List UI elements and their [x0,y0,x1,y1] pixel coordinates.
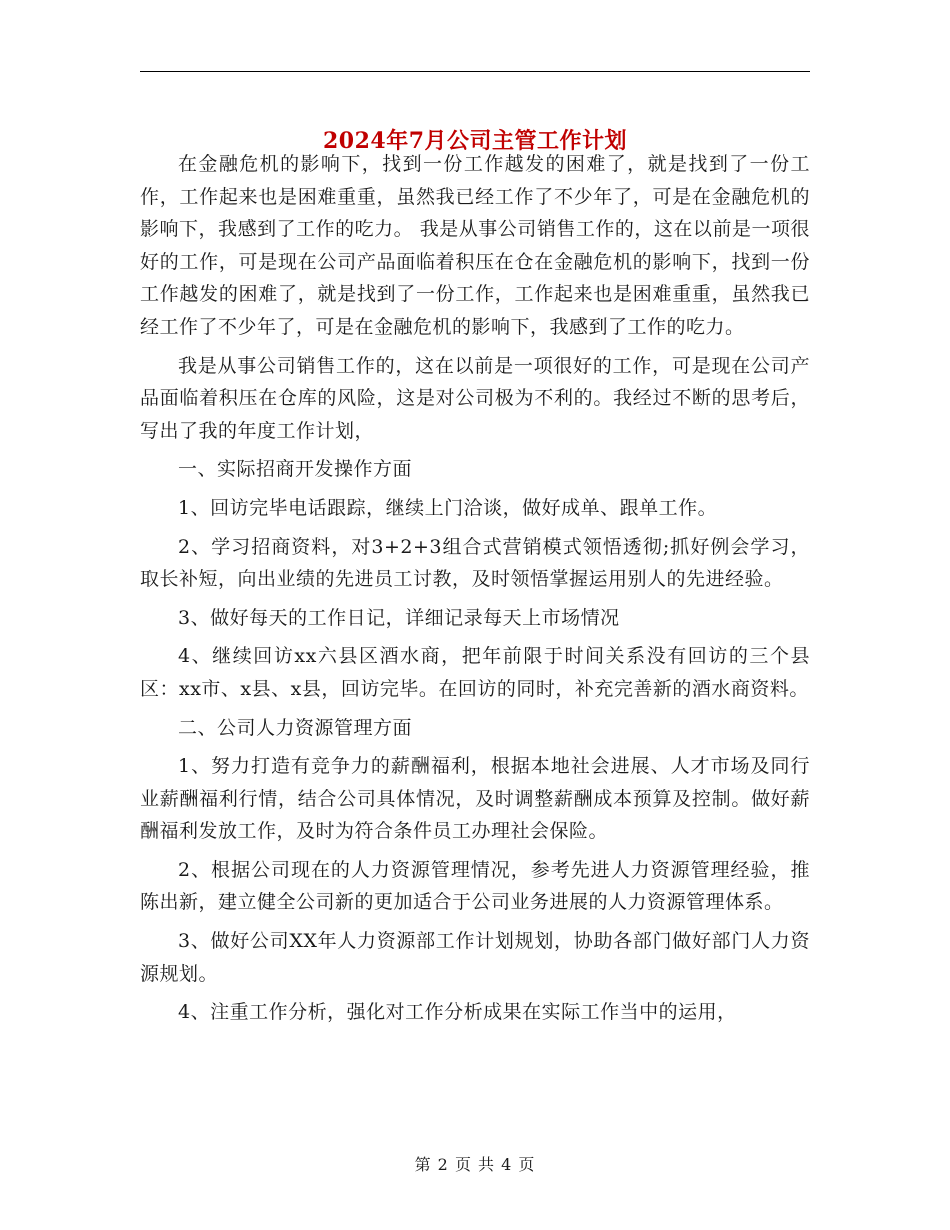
paragraph-intro: 在金融危机的影响下，找到一份工作越发的困难了，就是找到了一份工作，工作起来也是困难重重，虽然我已经工作了不少年了，可是在金融危机的影响下，我感到了工作的吃力。 我是从事公司销售工作的，这在以前是一项很好的工作，可是现在公司产品面临着积压在仓在金融危机的影响下，找到一份工作越发的困难了，就是找到了一份工作，工作起来也是困难重重，虽然我已经工作了不少年了，可是在金融危机的影响下，我感到了工作的吃力。 [140,153,810,338]
list-item: 3、做好公司XX年人力资源部工作计划规划，协助各部门做好部门人力资源规划。 [140,930,810,985]
list-item: 4、注重工作分析，强化对工作分析成果在实际工作当中的运用， [178,1001,737,1024]
list-item: 3、做好每天的工作日记，详细记录每天上市场情况 [178,606,620,629]
list-item: 2、根据公司现在的人力资源管理情况，参考先进人力资源管理经验，推陈出新，建立健全公司新的更加适合于公司业务进展的人力资源管理体系。 [140,858,810,914]
document-body [140,148,810,1035]
section-heading-hr: 二、公司人力资源管理方面 [178,716,413,739]
list-item: 1、努力打造有竞争力的薪酬福利，根据本地社会进展、人才市场及同行业薪酬福利行情，结合公司具体情况，及时调整薪酬成本预算及控制。做好薪酬福利发放工作，及时为符合条件员工办理社会保险。 [140,755,810,843]
document-title: 2024年7月公司主管工作计划 [322,127,628,154]
list-item: 4、继续回访xx六县区酒水商，把年前限于时间关系没有回访的三个县区：xx市、x县、x县，回访完毕。在回访的同时，补充完善新的酒水商资料。 [140,645,810,700]
list-item: 1、回访完毕电话跟踪，继续上门洽谈，做好成单、跟单工作。 [178,496,718,519]
list-item: 2、学习招商资料，对3+2+3组合式营销模式领悟透彻;抓好例会学习，取长补短，向出业绩的先进员工讨教，及时领悟掌握运用别人的先进经验。 [140,535,810,591]
page-footer: 第 2 页 共 4 页 [414,1155,536,1174]
header-rule [140,71,810,72]
paragraph-plan-intro: 我是从事公司销售工作的，这在以前是一项很好的工作，可是现在公司产品面临着积压在仓库的风险，这是对公司极为不利的。我经过不断的思考后，写出了我的年度工作计划， [140,354,810,442]
section-heading-investment: 一、实际招商开发操作方面 [178,458,413,481]
